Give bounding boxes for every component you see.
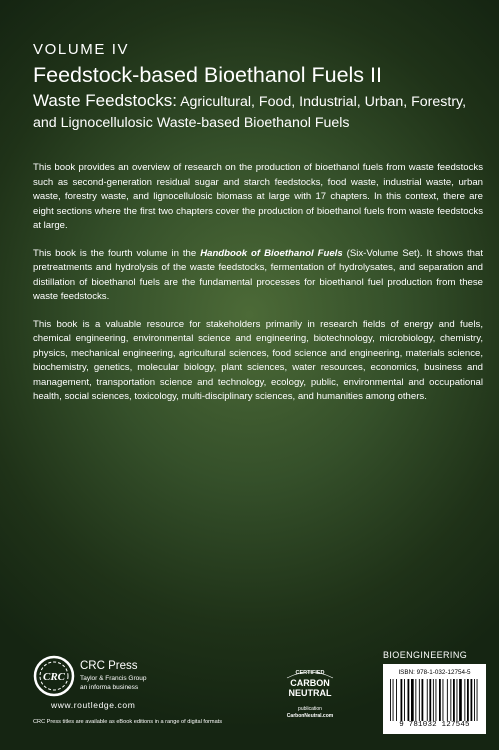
cn-url[interactable]: CarbonNeutral.com	[286, 713, 334, 719]
cn-neutral: NEUTRAL	[288, 688, 332, 698]
subject-category: BIOENGINEERING	[383, 650, 468, 660]
subtitle-rest: Agricultural, Food, Industrial, Urban, Forestry, and Lignocellulosic Waste-based Bioethanol Fuels	[33, 94, 467, 131]
description-paragraph-3: This book is a valuable resource for stakeholders primarily in research fields of energy and fuels, chemical engineering, environmental science and engineering, biotechnology, microbiology, chemistry, physics, mechanical engineering, agricultural sciences, food science and engineering, materials science, biochemistry, genetics, molecular biology, plant sciences, water resources, economics, business and management, transportation science and technology, ecology, public, environmental and occupational health, social sciences, toxicology, multi-disciplinary sciences, and humanities among others.	[33, 318, 483, 402]
carbon-neutral-badge	[279, 664, 341, 704]
crc-press-logo	[33, 655, 75, 697]
ean-number: 9 781032 127545	[399, 721, 470, 729]
cn-carbon: CARBON	[290, 678, 330, 688]
barcode-bar	[447, 679, 448, 721]
subtitle-lead: Waste Feedstocks:	[33, 91, 177, 110]
cn-certified: CERTIFIED	[295, 670, 325, 676]
description-paragraph-2	[33, 247, 483, 305]
barcode-box	[383, 664, 486, 734]
barcode-bar	[429, 679, 431, 721]
barcode-bar	[422, 679, 424, 721]
barcode-bar	[419, 679, 420, 721]
barcode-bar	[393, 679, 394, 721]
barcode-bar	[464, 679, 465, 721]
crc-logo-text: CRC	[42, 671, 66, 683]
barcode-bar	[471, 679, 473, 721]
barcode-bar	[390, 679, 391, 721]
barcode-bar	[401, 679, 403, 721]
isbn-label: ISBN: 978-1-032-12754-5	[398, 669, 471, 676]
barcode-bar	[467, 679, 469, 721]
publisher-informa: an informa business	[80, 684, 139, 691]
book-title: Feedstock-based Bioethanol Fuels II	[33, 63, 382, 87]
barcode-bar	[427, 679, 428, 721]
publisher-name: CRC Press	[80, 660, 138, 672]
barcode-bar	[433, 679, 434, 721]
cn-publication: publication	[298, 706, 322, 712]
barcode-image	[389, 679, 481, 721]
volume-label: VOLUME IV	[33, 41, 130, 58]
ebook-note: CRC Press titles are available as eBook editions in a range of digital formats	[33, 719, 223, 725]
barcode-bar	[459, 679, 462, 721]
book-subtitle	[33, 90, 488, 134]
description-paragraph-1: This book provides an overview of research on the production of bioethanol fuels from waste feedstocks such as second-generation residual sugar and starch feedstocks, food waste, industrial waste, urban waste, forestry waste, and lignocellulosic biomass at large with 17 chapters. In this context, there are eight sections where the first two chapters cover the production of bioethanol fuels from waste feedstocks at large.	[33, 162, 483, 231]
barcode-bar	[439, 679, 441, 721]
barcode-bar	[443, 679, 444, 721]
barcode-bar	[404, 679, 405, 721]
barcode-bar	[411, 679, 414, 721]
publisher-url[interactable]: www.routledge.com	[51, 700, 136, 710]
barcode-bar	[415, 679, 416, 721]
barcode-bar	[453, 679, 455, 721]
barcode-bar	[450, 679, 451, 721]
description	[33, 161, 483, 418]
barcode-bar	[474, 679, 475, 721]
handbook-title: Handbook of Bioethanol Fuels	[200, 247, 343, 259]
barcode-bar	[408, 679, 410, 721]
barcode-bar	[477, 679, 478, 721]
barcode-bar	[457, 679, 458, 721]
barcode-bar	[396, 679, 397, 721]
publisher-group: Taylor & Francis Group	[80, 675, 147, 682]
barcode-bar	[436, 679, 437, 721]
p2-before: This book is the fourth volume in the	[33, 247, 201, 259]
p2-after: (Six-Volume Set). It shows that pretreatments and hydrolysis of the waste feedstocks, fermentation of hydrolysates, and separation and distillation of bioethanol fuels are the fundamental processes for bioethanol fuel production from these waste feedstocks.	[33, 247, 484, 302]
